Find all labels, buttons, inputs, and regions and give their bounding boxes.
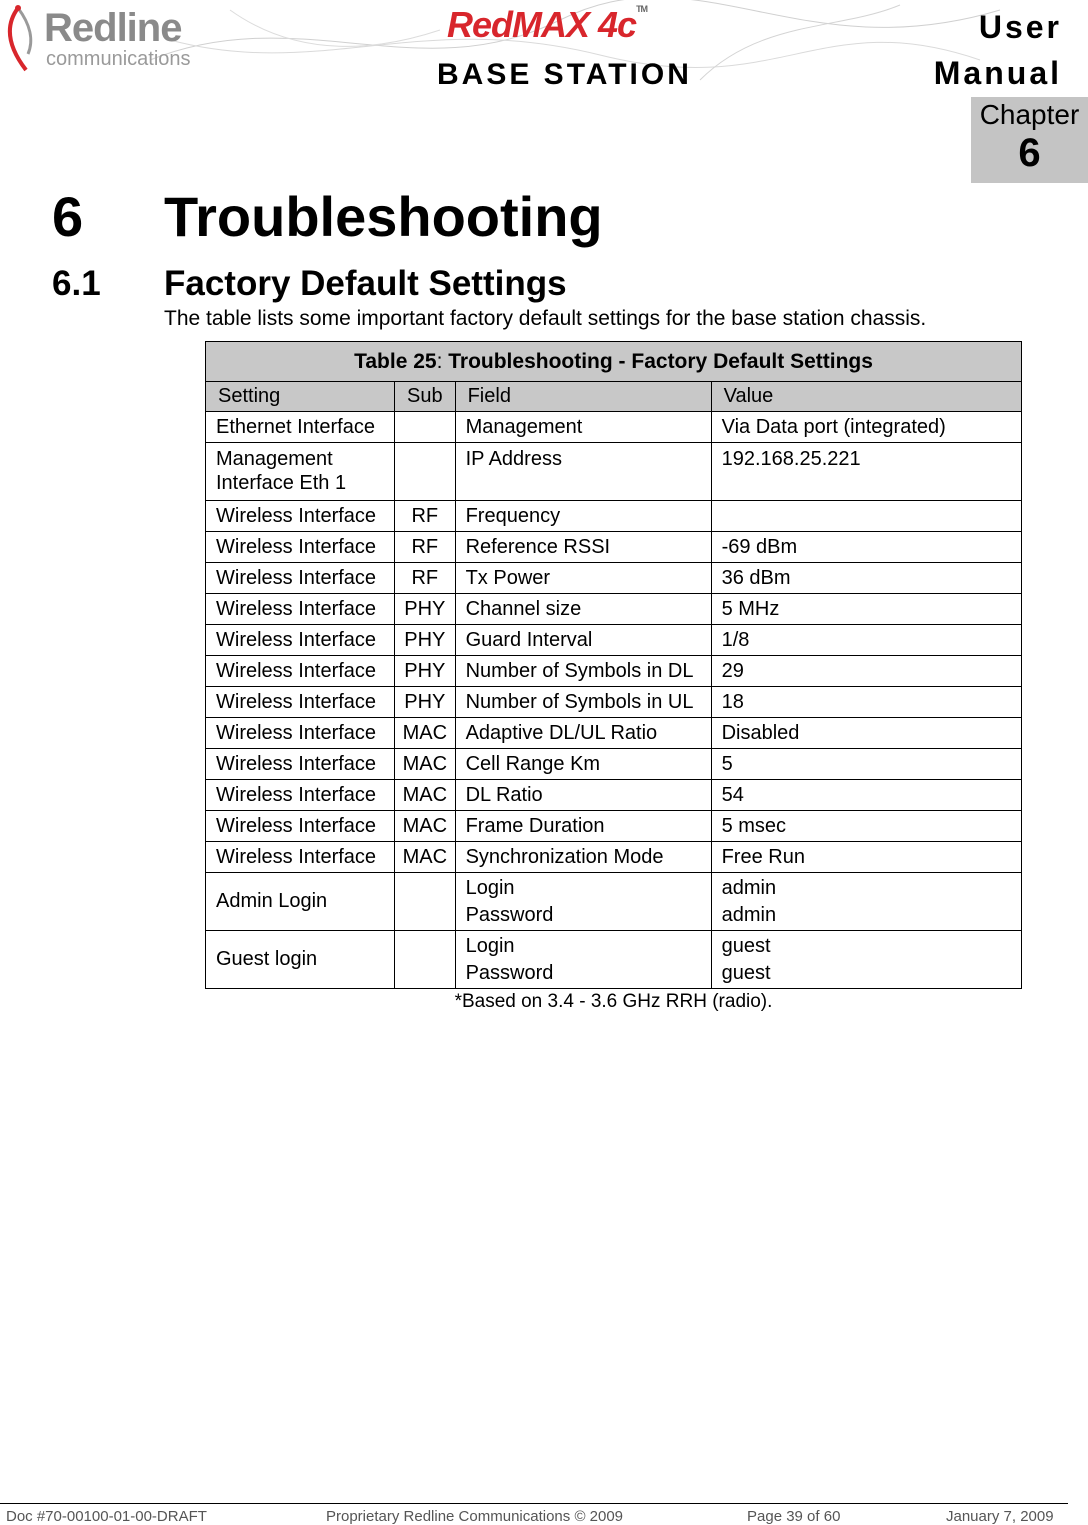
table-caption-row xyxy=(206,342,1022,382)
redline-swoosh-icon xyxy=(4,4,44,74)
cell-field: Frequency xyxy=(455,501,711,532)
cell-sub xyxy=(395,412,456,443)
cell-setting: Guest login xyxy=(206,931,395,989)
table-row xyxy=(206,749,1022,780)
table-header-row xyxy=(206,382,1022,412)
table-row xyxy=(206,842,1022,873)
chapter-heading-title: Troubleshooting xyxy=(164,185,603,248)
chapter-heading xyxy=(52,184,603,249)
footer-copyright: Proprietary Redline Communications © 2009 xyxy=(326,1508,624,1525)
table-row xyxy=(206,412,1022,443)
cell-sub: PHY xyxy=(395,594,456,625)
chapter-tab xyxy=(971,97,1088,183)
cell-field: Channel size xyxy=(455,594,711,625)
cell-value: 36 dBm xyxy=(711,563,1021,594)
cell-value: 5 msec xyxy=(711,811,1021,842)
cell-value: Free Run xyxy=(711,842,1021,873)
cell-field: Reference RSSI xyxy=(455,532,711,563)
table-row xyxy=(206,594,1022,625)
cell-value: Via Data port (integrated) xyxy=(711,412,1021,443)
cell-field-line1: Login xyxy=(465,876,515,899)
table-row xyxy=(206,718,1022,749)
column-header-value: Value xyxy=(711,382,1021,412)
product-logo xyxy=(447,4,647,46)
cell-field: Frame Duration xyxy=(455,811,711,842)
cell-value: 192.168.25.221 xyxy=(711,443,1021,501)
table-row xyxy=(206,656,1022,687)
cell-value-line2: admin xyxy=(721,903,777,926)
cell-value: 5 MHz xyxy=(711,594,1021,625)
cell-field-line1: Login xyxy=(465,934,515,957)
table-row xyxy=(206,873,1022,931)
cell-setting: Management Interface Eth 1 xyxy=(206,443,395,501)
table-caption-separator: : xyxy=(436,349,449,373)
cell-field xyxy=(455,931,711,989)
cell-field: Number of Symbols in UL xyxy=(455,687,711,718)
cell-field: Guard Interval xyxy=(455,625,711,656)
cell-field: Cell Range Km xyxy=(455,749,711,780)
cell-setting: Wireless Interface xyxy=(206,532,395,563)
cell-field: Adaptive DL/UL Ratio xyxy=(455,718,711,749)
manual-title-line1: User xyxy=(978,9,1062,45)
cell-field: Synchronization Mode xyxy=(455,842,711,873)
cell-value: 54 xyxy=(711,780,1021,811)
cell-field: Tx Power xyxy=(455,563,711,594)
cell-value xyxy=(711,931,1021,989)
cell-value: 1/8 xyxy=(711,625,1021,656)
table-caption-prefix: Table 25 xyxy=(354,349,437,373)
table-row xyxy=(206,625,1022,656)
section-heading xyxy=(52,264,567,304)
cell-value: 5 xyxy=(711,749,1021,780)
table-row xyxy=(206,443,1022,501)
trademark-mark: TM xyxy=(636,4,648,14)
table-row xyxy=(206,563,1022,594)
cell-field-line2: Password xyxy=(465,961,554,984)
cell-sub xyxy=(395,931,456,989)
cell-sub: MAC xyxy=(395,780,456,811)
table-row xyxy=(206,532,1022,563)
cell-setting: Wireless Interface xyxy=(206,501,395,532)
cell-sub: RF xyxy=(395,501,456,532)
cell-setting: Ethernet Interface xyxy=(206,412,395,443)
cell-field: Management xyxy=(455,412,711,443)
table-row xyxy=(206,687,1022,718)
footer-doc-number: Doc #70-00100-01-00-DRAFT xyxy=(6,1508,207,1525)
intro-paragraph: The table lists some important factory default settings for the base station chassis. xyxy=(164,307,927,330)
chapter-label: Chapter xyxy=(979,99,1080,130)
company-name: Redline xyxy=(44,6,182,50)
cell-field xyxy=(455,873,711,931)
redline-logo xyxy=(4,4,214,74)
cell-field: DL Ratio xyxy=(455,780,711,811)
cell-sub: MAC xyxy=(395,811,456,842)
product-type: BASE STATION xyxy=(437,58,692,91)
manual-title-line2: Manual xyxy=(933,55,1062,91)
cell-value-line2: guest xyxy=(721,961,771,984)
section-heading-number: 6.1 xyxy=(52,264,101,303)
company-subtitle: communications xyxy=(46,48,191,70)
table-row xyxy=(206,501,1022,532)
cell-setting: Wireless Interface xyxy=(206,625,395,656)
cell-setting: Wireless Interface xyxy=(206,687,395,718)
cell-value: 18 xyxy=(711,687,1021,718)
cell-value-line1: admin xyxy=(721,876,777,899)
cell-value: -69 dBm xyxy=(711,532,1021,563)
cell-field-line2: Password xyxy=(465,903,554,926)
cell-value: 29 xyxy=(711,656,1021,687)
table-caption-title: Troubleshooting - Factory Default Settings xyxy=(448,349,873,373)
section-heading-title: Factory Default Settings xyxy=(164,264,567,303)
cell-sub: MAC xyxy=(395,749,456,780)
cell-sub: MAC xyxy=(395,718,456,749)
table-row xyxy=(206,811,1022,842)
cell-value xyxy=(711,873,1021,931)
cell-setting: Wireless Interface xyxy=(206,594,395,625)
cell-value xyxy=(711,501,1021,532)
cell-field: Number of Symbols in DL xyxy=(455,656,711,687)
footer-page-number: Page 39 of 60 xyxy=(747,1508,841,1525)
product-logo-text: RedMAX 4c xyxy=(447,4,637,45)
cell-setting: Wireless Interface xyxy=(206,718,395,749)
cell-sub xyxy=(395,873,456,931)
footer-date: January 7, 2009 xyxy=(946,1508,1054,1525)
table-row xyxy=(206,931,1022,989)
chapter-number: 6 xyxy=(1018,131,1041,175)
cell-setting: Wireless Interface xyxy=(206,780,395,811)
cell-value: Disabled xyxy=(711,718,1021,749)
table-row xyxy=(206,780,1022,811)
cell-setting: Wireless Interface xyxy=(206,842,395,873)
column-header-setting: Setting xyxy=(206,382,395,412)
page-header xyxy=(0,0,1088,100)
factory-defaults-table xyxy=(205,341,1022,989)
cell-sub: RF xyxy=(395,563,456,594)
cell-setting: Wireless Interface xyxy=(206,811,395,842)
cell-field: IP Address xyxy=(455,443,711,501)
cell-sub: PHY xyxy=(395,687,456,718)
table-footnote: *Based on 3.4 - 3.6 GHz RRH (radio). xyxy=(454,991,773,1012)
cell-sub xyxy=(395,443,456,501)
cell-setting: Wireless Interface xyxy=(206,656,395,687)
manual-title xyxy=(934,4,1062,96)
cell-sub: PHY xyxy=(395,656,456,687)
footer-divider xyxy=(0,1503,1068,1504)
column-header-field: Field xyxy=(455,382,711,412)
cell-value-line1: guest xyxy=(721,934,771,957)
cell-sub: RF xyxy=(395,532,456,563)
column-header-sub: Sub xyxy=(395,382,456,412)
chapter-heading-number: 6 xyxy=(52,185,84,248)
cell-sub: MAC xyxy=(395,842,456,873)
cell-sub: PHY xyxy=(395,625,456,656)
cell-setting: Wireless Interface xyxy=(206,563,395,594)
cell-setting: Admin Login xyxy=(206,873,395,931)
table-caption xyxy=(206,342,1022,382)
cell-setting: Wireless Interface xyxy=(206,749,395,780)
